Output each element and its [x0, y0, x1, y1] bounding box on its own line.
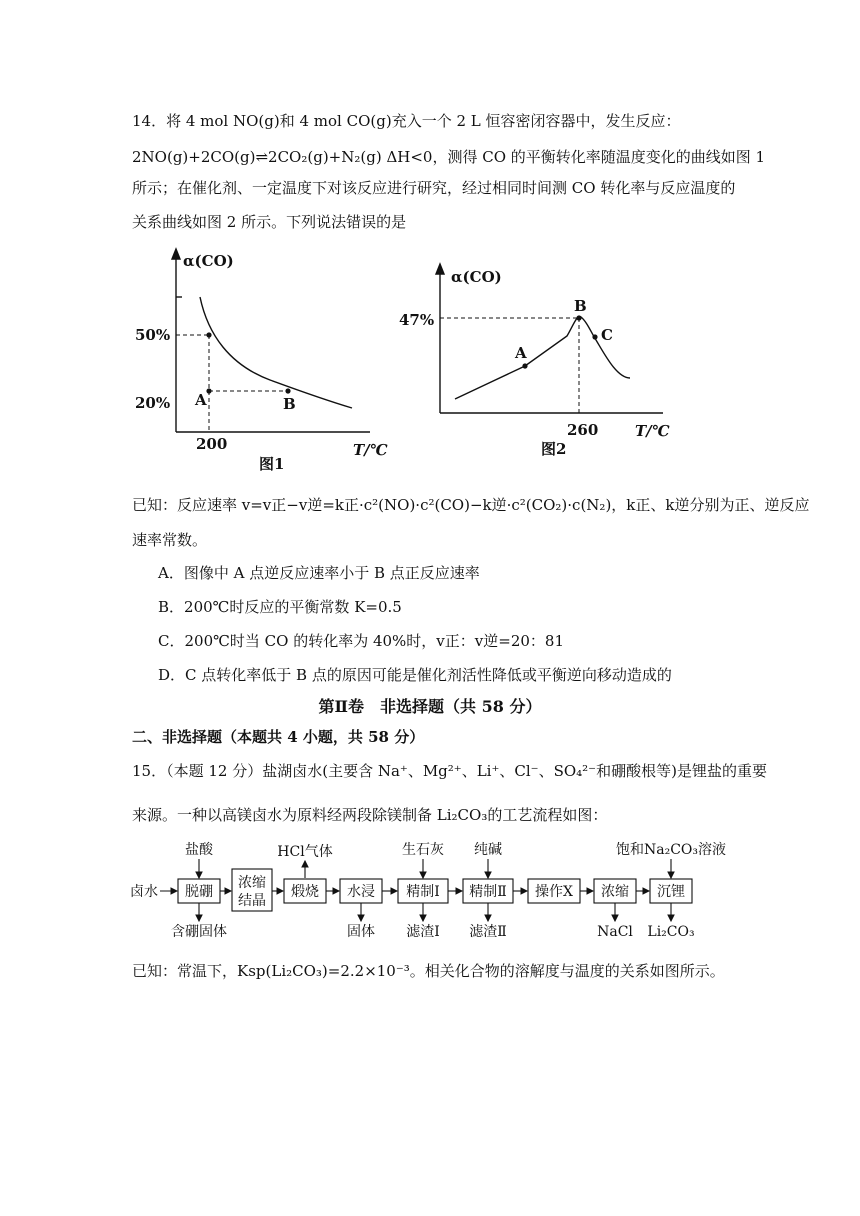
q14-line3: 所示；在催化剂、一定温度下对该反应进行研究，经过相同时间测 CO 转化率与反应温度的	[132, 179, 736, 197]
fig2-ytick-47: 47%	[399, 311, 435, 329]
section-title: 第Ⅱ卷 非选择题（共 58 分）	[318, 697, 542, 716]
fig2-label-B: B	[574, 297, 587, 315]
fig2-label-C: C	[601, 326, 613, 344]
q14-line4: 关系曲线如图 2 所示。下列说法错误的是	[132, 213, 407, 231]
fig1-ylabel: α(CO)	[183, 252, 234, 270]
q14-known1: 已知：反应速率 v=v正−v逆=k正·c²(NO)·c²(CO)−k逆·c²(CO₂)·c(N₂)，k正、k逆分别为正、逆反应	[132, 496, 810, 514]
step-label-8: 浓缩	[601, 884, 629, 900]
step-label-3: 煅烧	[291, 884, 319, 900]
section-subtitle: 二、非选择题（本题共 4 小题，共 58 分）	[132, 728, 425, 746]
q15-known: 已知：常温下，Ksp(Li₂CO₃)=2.2×10⁻³。相关化合物的溶解度与温度的关系如图所示。	[132, 962, 725, 980]
fig2-point-C	[592, 334, 597, 339]
output-label-residue-2: 滤渣Ⅱ	[469, 924, 507, 940]
q14-line2: 2NO(g)+2CO(g)⇌2CO₂(g)+N₂(g) ΔH<0，测得 CO 的平衡转化率随温度变化的曲线如图 1	[132, 148, 766, 166]
step-label-1: 脱硼	[185, 884, 213, 900]
fig2-label-A: A	[515, 344, 527, 362]
fig1-ytick-20: 20%	[135, 394, 171, 412]
fig1-point-B	[285, 388, 290, 393]
fig1-label-B: B	[283, 395, 296, 413]
output-label-residue-1: 滤渣Ⅰ	[406, 924, 440, 940]
output-label-boron-solid: 含硼固体	[171, 924, 227, 940]
input-label-hcl: 盐酸	[185, 842, 213, 858]
output-label-hcl-gas: HCl气体	[277, 844, 333, 860]
output-label-nacl: NaCl	[597, 924, 633, 940]
figure-1-chart	[120, 245, 400, 475]
figure-2-chart	[395, 260, 685, 460]
q14-line1: 14．将 4 mol NO(g)和 4 mol CO(g)充入一个 2 L 恒容密闭容器中，发生反应：	[132, 112, 681, 130]
q14-option-d: D．C 点转化率低于 B 点的原因可能是催化剂活性降低或平衡逆向移动造成的	[158, 666, 672, 684]
fig1-point-A	[206, 388, 211, 393]
fig2-title: 图2	[541, 440, 567, 458]
step-label-5: 精制Ⅰ	[406, 884, 440, 900]
flow-start-label: 卤水	[130, 884, 158, 900]
step-label-4: 水浸	[347, 884, 375, 900]
q15-line1: 15．（本题 12 分）盐湖卤水(主要含 Na⁺、Mg²⁺、Li⁺、Cl⁻、SO₄²⁻和硼酸根等)是锂盐的重要	[132, 762, 767, 780]
fig2-xlabel: T/℃	[635, 422, 670, 440]
q14-option-b: B．200℃时反应的平衡常数 K=0.5	[158, 598, 402, 616]
input-label-na2co3: 饱和Na₂CO₃溶液	[615, 842, 727, 858]
fig1-xtick-200: 200	[196, 435, 228, 453]
process-flow-diagram	[128, 835, 728, 950]
fig1-point-50	[206, 332, 211, 337]
fig2-ylabel: α(CO)	[451, 268, 502, 286]
step-label-9: 沉锂	[657, 884, 685, 900]
q14-option-c: C．200℃时当 CO 的转化率为 40%时，v正：v逆=20：81	[158, 632, 564, 650]
step-label-6: 精制Ⅱ	[469, 884, 507, 900]
q15-line2: 来源。一种以高镁卤水为原料经两段除镁制备 Li₂CO₃的工艺流程如图：	[132, 806, 608, 824]
output-label-li2co3: Li₂CO₃	[647, 924, 695, 940]
step-label-2b: 结晶	[238, 893, 266, 909]
input-label-soda: 纯碱	[474, 842, 502, 858]
step-label-7: 操作X	[535, 884, 573, 900]
input-label-quicklime: 生石灰	[402, 842, 444, 858]
fig1-xlabel: T/℃	[353, 441, 388, 459]
q14-known2: 速率常数。	[132, 531, 208, 549]
fig2-xtick-260: 260	[567, 421, 599, 439]
output-label-solid: 固体	[347, 924, 375, 940]
step-label-2a: 浓缩	[238, 875, 266, 891]
q14-option-a: A．图像中 A 点逆反应速率小于 B 点正反应速率	[158, 564, 480, 582]
fig2-point-B	[576, 315, 581, 320]
fig1-label-A: A	[195, 391, 207, 409]
fig1-title: 图1	[259, 455, 285, 473]
fig1-ytick-50: 50%	[135, 326, 171, 344]
fig2-point-A	[522, 363, 527, 368]
